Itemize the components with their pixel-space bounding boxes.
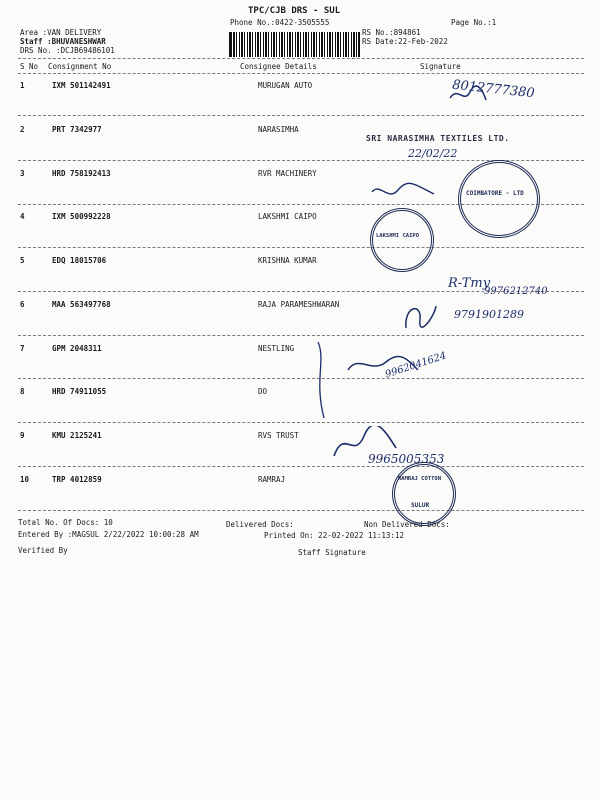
- area-label: Area :VAN DELIVERY: [20, 28, 102, 37]
- row-divider: [18, 335, 584, 336]
- row-sno: 4: [20, 212, 25, 221]
- delivered-docs: Delivered Docs:: [226, 520, 294, 529]
- staff-label: Staff :BHUVANESHWAR: [20, 37, 106, 46]
- round-seal: [458, 160, 540, 238]
- row-sno: 2: [20, 125, 25, 134]
- divider: [18, 58, 584, 59]
- column-sno: S No: [20, 62, 39, 71]
- round-seal: [370, 208, 434, 272]
- row-consignment: TRP 4012859: [52, 475, 102, 484]
- non-delivered-docs: Non Delivered Docs:: [364, 520, 450, 529]
- row-consignee: RAJA PARAMESHWARAN: [258, 300, 340, 309]
- row-consignee: NARASIMHA: [258, 125, 299, 134]
- row-sno: 3: [20, 169, 25, 178]
- handwritten-phone: 9791901289: [454, 308, 524, 321]
- page-number: Page No.:1: [451, 18, 497, 27]
- seal-text: LAKSHMI CAIPO: [376, 233, 420, 239]
- row-consignee: DO: [258, 387, 268, 396]
- signature-scribble: [368, 178, 438, 208]
- row-consignee: RVS TRUST: [258, 431, 299, 440]
- row-consignment: MAA 563497768: [52, 300, 111, 309]
- row-consignment: HRD 74911055: [52, 387, 107, 396]
- seal-text-top: RAMRAJ COTTON: [398, 476, 442, 482]
- handwritten-phone: 9976212740: [484, 286, 548, 297]
- seal-text: COIMBATORE - LTD: [466, 190, 524, 197]
- row-divider: [18, 466, 584, 467]
- row-consignment: IXM 501142491: [52, 81, 111, 90]
- company-stamp-text: SRI NARASIMHA TEXTILES LTD.: [366, 134, 510, 143]
- row-consignee: KRISHNA KUMAR: [258, 256, 317, 265]
- column-signature: Signature: [420, 62, 461, 71]
- signature-scribble: [400, 300, 440, 332]
- row-sno: 5: [20, 256, 25, 265]
- row-divider: [18, 115, 584, 116]
- phone-number: Phone No.:0422-3505555: [230, 18, 330, 27]
- row-consignee: NESTLING: [258, 344, 295, 353]
- handwritten-phone: 9965005353: [368, 452, 445, 466]
- row-consignment: HRD 758192413: [52, 169, 111, 178]
- staff-signature: Staff Signature: [298, 548, 366, 557]
- row-consignment: GPM 2048311: [52, 344, 102, 353]
- divider: [18, 73, 584, 74]
- handwritten-name: R-Tmy: [448, 276, 491, 291]
- row-divider: [18, 510, 584, 511]
- row-consignee: LAKSHMI CAIPO: [258, 212, 317, 221]
- row-sno: 7: [20, 344, 25, 353]
- row-consignee: RVR MACHINERY: [258, 169, 317, 178]
- row-sno: 8: [20, 387, 25, 396]
- row-sno: 10: [20, 475, 30, 484]
- handwritten-phone: 8012777380: [451, 77, 536, 102]
- printed-on: Printed On: 22-02-2022 11:13:12: [264, 531, 404, 540]
- row-consignment: IXM 500992228: [52, 212, 111, 221]
- drs-number: DRS No. :DCJB69486101: [20, 46, 115, 55]
- row-consignee: RAMRAJ: [258, 475, 286, 484]
- row-sno: 9: [20, 431, 25, 440]
- document-title: TPC/CJB DRS - SUL: [248, 6, 341, 16]
- column-consignment: Consignment No: [48, 62, 112, 71]
- column-consignee: Consignee Details: [240, 62, 317, 71]
- row-sno: 1: [20, 81, 25, 90]
- row-consignment: KMU 2125241: [52, 431, 102, 440]
- row-sno: 6: [20, 300, 25, 309]
- seal-text-bottom: SULUR: [411, 502, 430, 509]
- ramraj-seal: [392, 462, 456, 526]
- signature-scribble: [312, 340, 422, 422]
- row-divider: [18, 247, 584, 248]
- row-divider: [18, 378, 584, 379]
- barcode: [229, 32, 360, 57]
- signature-scribble: [448, 84, 488, 106]
- handwritten-phone: 9962041624: [383, 350, 448, 381]
- rs-number: RS No.:894861: [362, 28, 421, 37]
- row-consignment: EDQ 18015706: [52, 256, 107, 265]
- row-consignment: PRT 7342977: [52, 125, 102, 134]
- row-consignee: MURUGAN AUTO: [258, 81, 313, 90]
- row-divider: [18, 422, 584, 423]
- handwritten-date: 22/02/22: [408, 147, 458, 160]
- entered-by: Entered By :MAGSUL 2/22/2022 10:00:28 AM: [18, 530, 199, 539]
- verified-by: Verified By: [18, 546, 68, 555]
- total-docs: Total No. Of Docs: 10: [18, 518, 113, 527]
- rs-date: RS Date:22-Feb-2022: [362, 37, 448, 46]
